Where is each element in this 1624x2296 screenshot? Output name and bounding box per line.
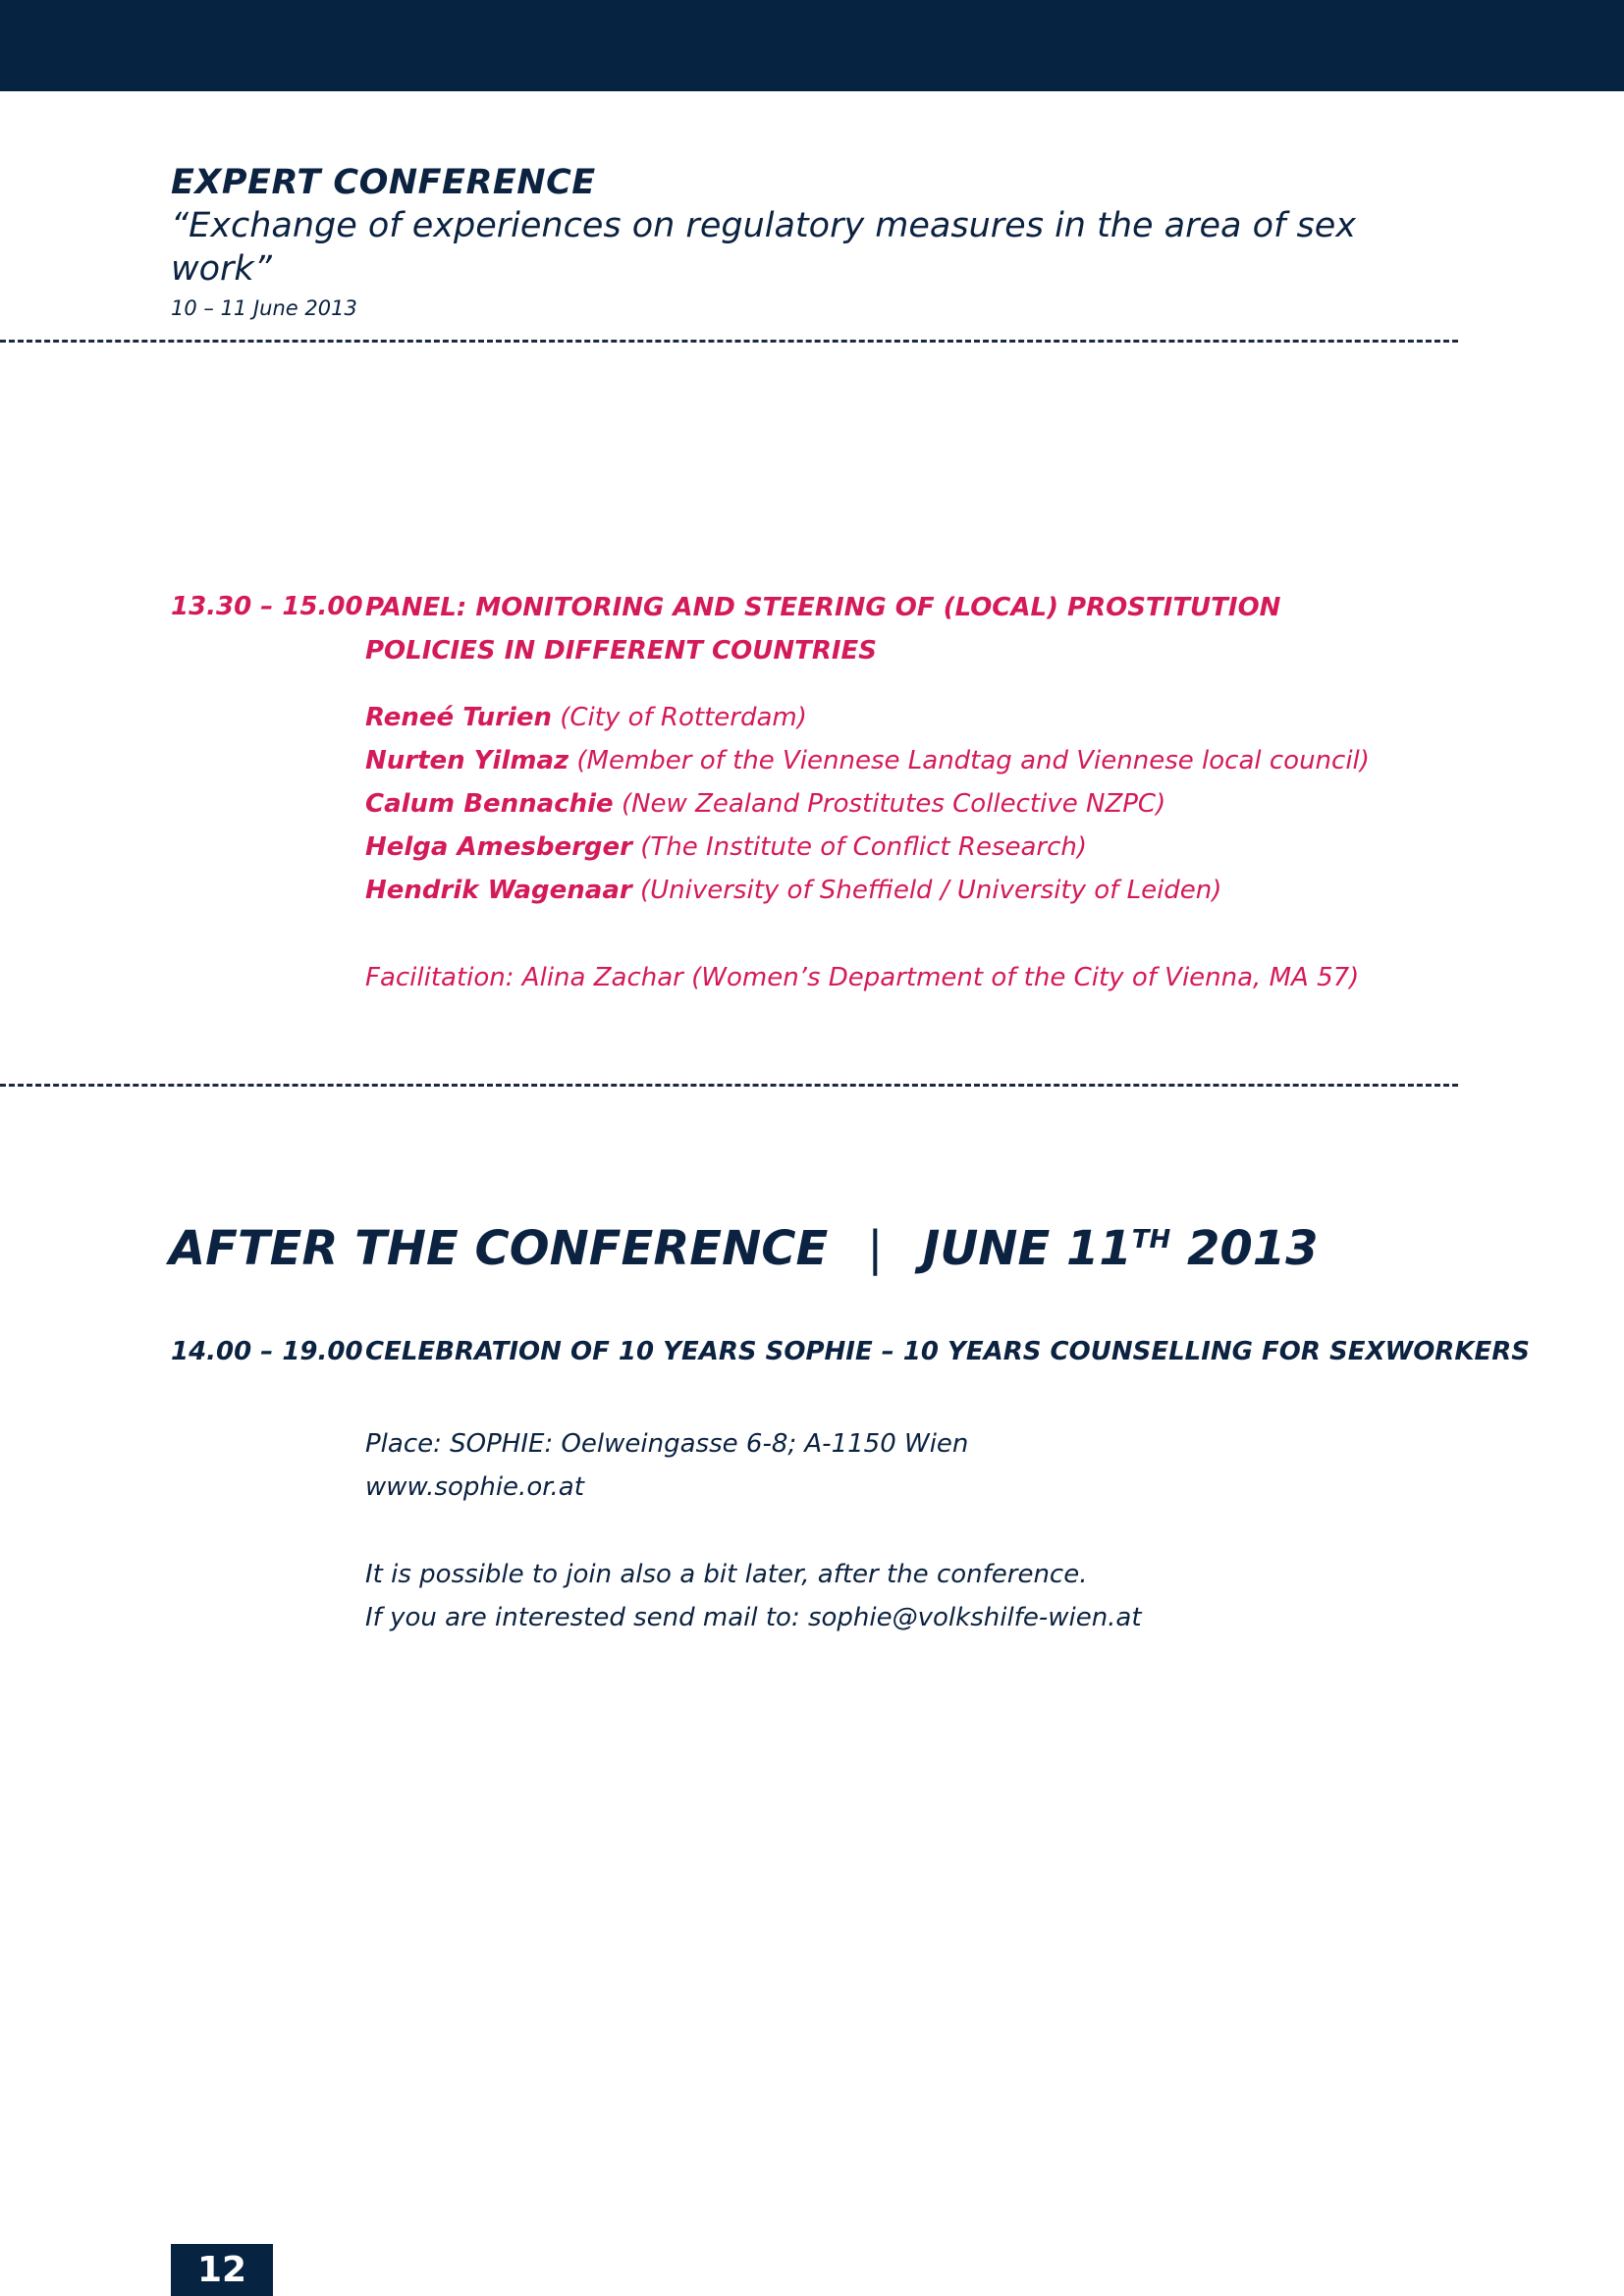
conference-date: 10 – 11 June 2013	[171, 296, 357, 320]
speaker-affiliation: (New Zealand Prostitutes Collective NZPC)	[613, 789, 1166, 819]
speaker-affiliation: (City of Rotterdam)	[551, 703, 807, 732]
speaker-name: Nurten Yilmaz	[365, 746, 569, 775]
speaker-name: Helga Amesberger	[365, 832, 632, 862]
speaker-item	[365, 869, 1370, 912]
after-conference-heading	[169, 1221, 1319, 1276]
dashed-divider-bottom	[0, 1084, 1458, 1087]
dashed-divider-top	[0, 340, 1458, 343]
place-text: Place: SOPHIE: Oelweingasse 6-8; A-1150 Wien	[365, 1429, 969, 1459]
speaker-affiliation: (Member of the Viennese Landtag and Viennese local council)	[568, 746, 1370, 775]
contact-note: If you are interested send mail to: sophie@volkshilfe-wien.at	[365, 1603, 1142, 1632]
speaker-affiliation: (The Institute of Conflict Research)	[631, 832, 1088, 862]
panel-section	[365, 586, 1370, 999]
page-number: 12	[171, 2244, 273, 2296]
speaker-item	[365, 696, 1370, 739]
facilitation-text: Facilitation: Alina Zachar (Women’s Department of the City of Vienna, MA 57)	[365, 963, 1360, 992]
speaker-item	[365, 739, 1370, 782]
speaker-name: Calum Bennachie	[365, 789, 614, 819]
speaker-item	[365, 826, 1370, 869]
celebration-time: 14.00 – 19.00	[171, 1337, 363, 1366]
panel-time: 13.30 – 15.00	[171, 592, 363, 621]
panel-title-line-1: PANEL: MONITORING AND STEERING OF (LOCAL) PROSTITUTION	[365, 593, 1281, 622]
website-link[interactable]: www.sophie.or.at	[365, 1472, 584, 1502]
join-note: It is possible to join also a bit later, after the conference.	[365, 1560, 1088, 1589]
after-heading-left: AFTER THE CONFERENCE	[169, 1221, 829, 1276]
after-heading-year: 2013	[1170, 1221, 1319, 1276]
conference-header	[171, 161, 1447, 323]
speaker-name: Hendrik Wagenaar	[365, 876, 632, 905]
date-superscript: TH	[1131, 1225, 1171, 1255]
speaker-affiliation: (University of Sheffield / University of Leiden)	[631, 876, 1222, 905]
conference-subtitle: “Exchange of experiences on regulatory measures in the area of sex work”	[171, 206, 1356, 289]
celebration-details	[365, 1422, 1142, 1639]
speaker-item	[365, 782, 1370, 826]
heading-separator: |	[867, 1221, 884, 1276]
celebration-title: CELEBRATION OF 10 YEARS SOPHIE – 10 YEARS COUNSELLING FOR SEXWORKERS	[365, 1337, 1530, 1366]
after-heading-date: JUNE 11	[922, 1221, 1132, 1276]
top-banner	[0, 0, 1624, 91]
speaker-name: Reneé Turien	[365, 703, 552, 732]
conference-label: EXPERT CONFERENCE	[171, 163, 596, 202]
panel-title-line-2: POLICIES IN DIFFERENT COUNTRIES	[365, 636, 878, 666]
